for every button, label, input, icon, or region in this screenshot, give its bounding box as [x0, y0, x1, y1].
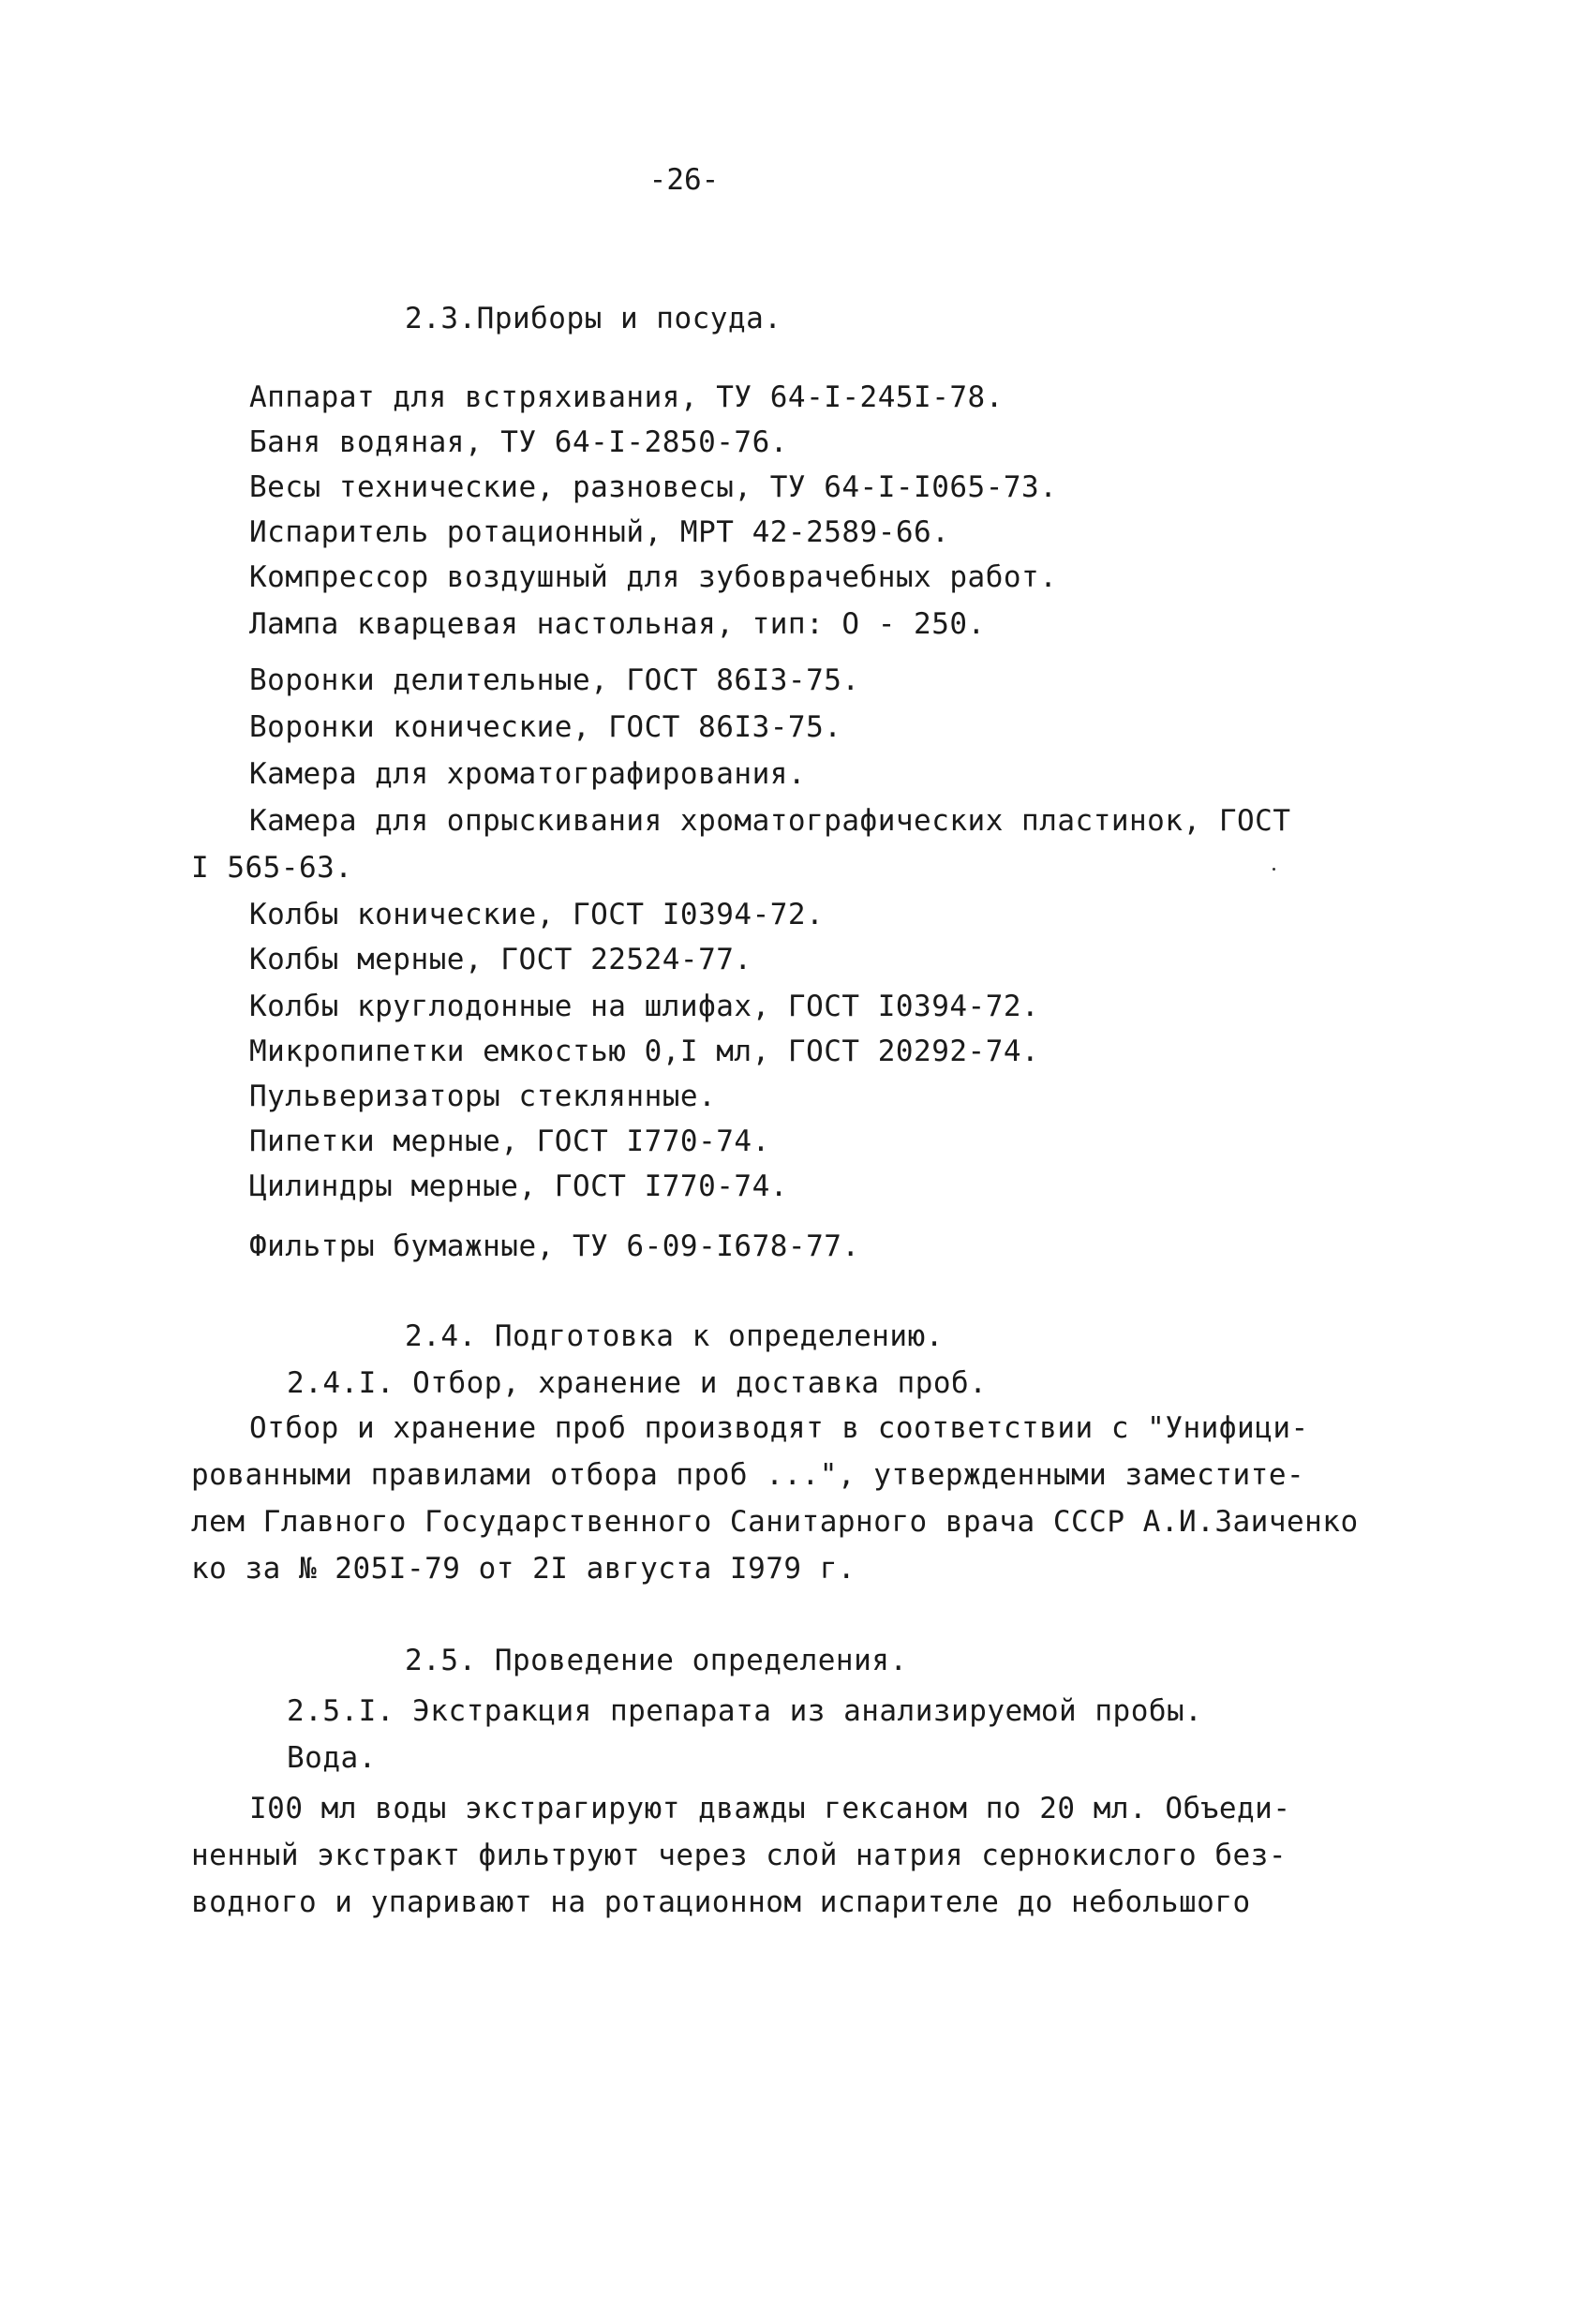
- paragraph-line: ненный экстракт фильтруют через слой натрия сернокислого без-: [191, 1839, 1287, 1872]
- paragraph-line: ко за № 205I-79 от 2I августа I979 г.: [191, 1552, 856, 1586]
- paragraph-line: рованными правилами отбора проб ...", утвержденными заместите-: [191, 1458, 1305, 1492]
- equipment-item: Камера для опрыскивания хроматографических пластинок, ГОСТ: [249, 804, 1291, 838]
- section-2-4-heading: 2.4. Подготовка к определению.: [405, 1319, 944, 1353]
- equipment-item: Микропипетки емкостью 0,I мл, ГОСТ 20292-74.: [249, 1035, 1040, 1068]
- equipment-item: Аппарат для встряхивания, ТУ 64-I-245I-78.: [249, 380, 1004, 414]
- equipment-item: Лампа кварцевая настольная, тип: О - 250.: [249, 607, 986, 641]
- section-2-4-1-subheading: 2.4.I. Отбор, хранение и доставка проб.: [287, 1366, 988, 1400]
- paragraph-line: Отбор и хранение проб производят в соответствии с "Унифици-: [249, 1411, 1309, 1445]
- equipment-item: Пипетки мерные, ГОСТ I770-74.: [249, 1125, 770, 1158]
- equipment-item: Воронки делительные, ГОСТ 86I3-75.: [249, 663, 860, 697]
- equipment-item: Цилиндры мерные, ГОСТ I770-74.: [249, 1169, 788, 1203]
- equipment-item: Весы технические, разновесы, ТУ 64-I-I065-73.: [249, 470, 1058, 504]
- sample-type-label: Вода.: [287, 1741, 377, 1775]
- equipment-item: Колбы мерные, ГОСТ 22524-77.: [249, 943, 752, 976]
- paragraph-line: водного и упаривают на ротационном испарителе до небольшого: [191, 1885, 1251, 1919]
- equipment-item: Воронки конические, ГОСТ 86I3-75.: [249, 710, 842, 744]
- equipment-item: Испаритель ротационный, МРТ 42-2589-66.: [249, 515, 950, 549]
- section-2-5-1-subheading: 2.5.I. Экстракция препарата из анализируемой пробы.: [287, 1694, 1203, 1728]
- paragraph-line: лем Главного Государственного Санитарного врача СССР А.И.Заиченко: [191, 1505, 1359, 1539]
- paragraph-line: I00 мл воды экстрагируют дважды гексаном по 20 мл. Объеди-: [249, 1792, 1291, 1825]
- section-2-3-heading: 2.3.Приборы и посуда.: [405, 302, 782, 335]
- equipment-item: Пульверизаторы стеклянные.: [249, 1080, 717, 1113]
- page-number: -26-: [648, 163, 720, 197]
- scan-speck: [1273, 868, 1275, 871]
- equipment-item: Камера для хроматографирования.: [249, 757, 807, 791]
- equipment-item: Фильтры бумажные, ТУ 6-09-I678-77.: [249, 1229, 860, 1263]
- equipment-item-continuation: I 565-63.: [191, 851, 353, 885]
- equipment-item: Компрессор воздушный для зубоврачебных работ.: [249, 560, 1058, 594]
- equipment-item: Баня водяная, ТУ 64-I-2850-76.: [249, 425, 788, 459]
- section-2-5-heading: 2.5. Проведение определения.: [405, 1644, 908, 1677]
- equipment-item: Колбы круглодонные на шлифах, ГОСТ I0394-72.: [249, 990, 1040, 1023]
- equipment-item: Колбы конические, ГОСТ I0394-72.: [249, 898, 825, 931]
